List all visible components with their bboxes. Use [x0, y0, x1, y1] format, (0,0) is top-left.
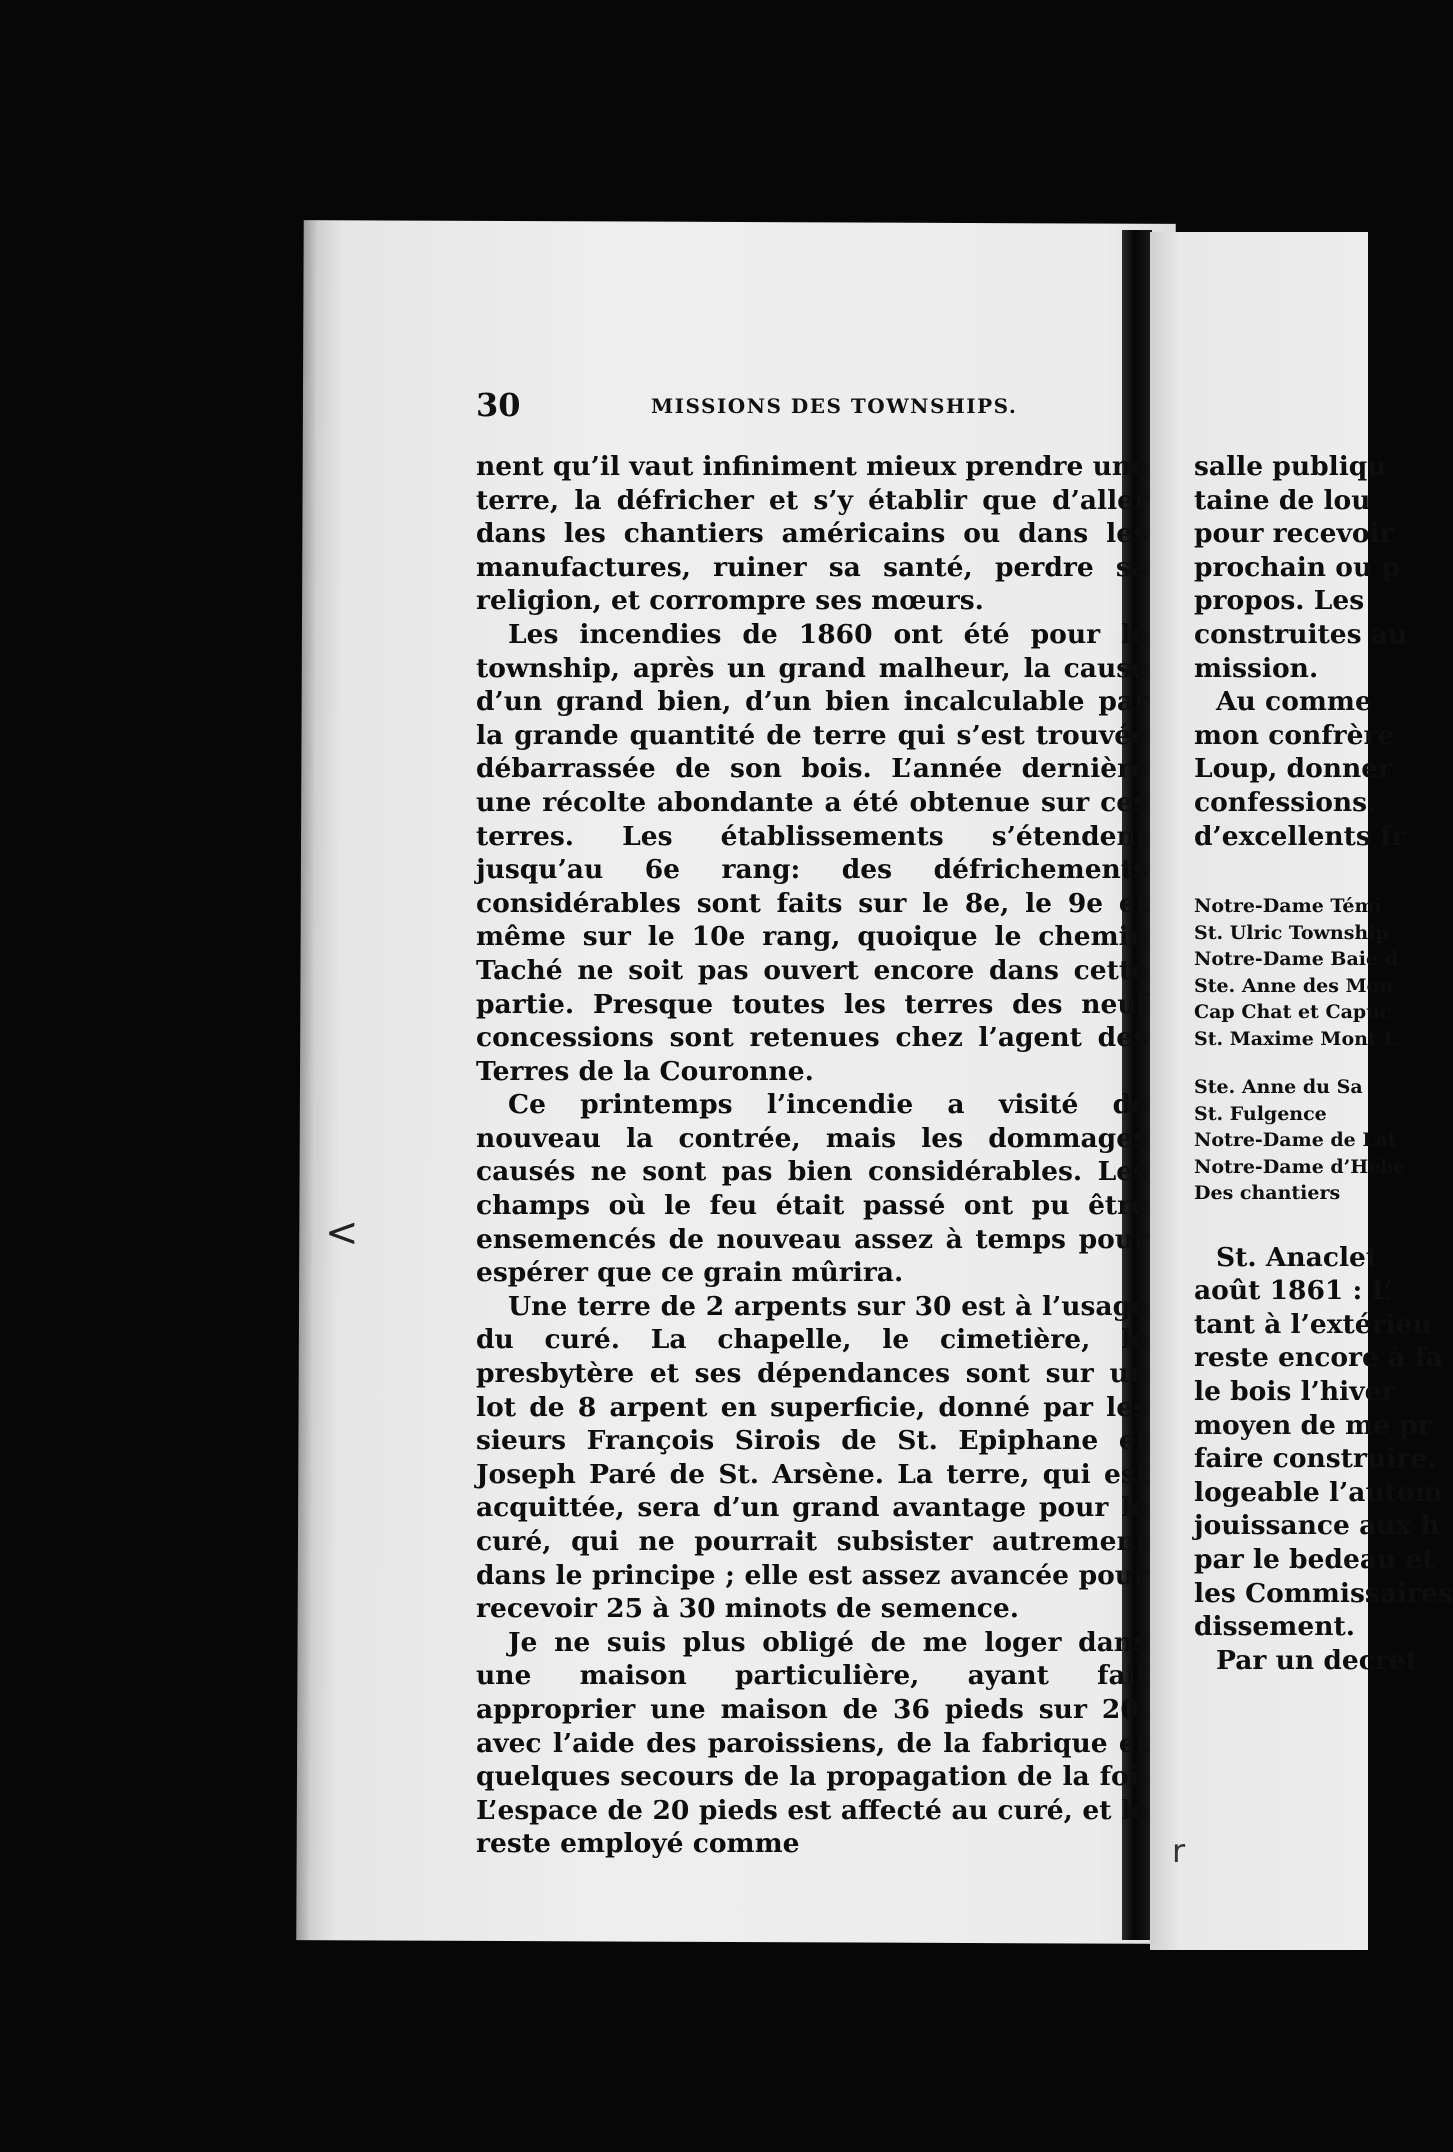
- running-title: MISSIONS DES TOWNSHIPS.: [651, 394, 1018, 418]
- spacer: [1194, 1052, 1414, 1074]
- right-line: confessions.: [1194, 786, 1377, 818]
- mission-list-item: Notre-Dame d’Hébe: [1194, 1155, 1406, 1178]
- paragraph: nent qu’il vaut infiniment mieux prendre une terre, la défricher et s’y établir que d’aller dans les chantiers américains ou dans les manufactures, ruiner sa santé, perdre sa religion, et corrompre ses mœurs.: [476, 451, 1148, 617]
- right-line: pour recevoir: [1194, 518, 1394, 550]
- margin-annotation: r: [1172, 1832, 1186, 1870]
- right-line: par le bedeau et: [1194, 1543, 1435, 1575]
- right-line: tant à l’extérieu: [1194, 1308, 1432, 1340]
- right-line: faire construire.: [1194, 1443, 1437, 1475]
- mission-list-item: St. Ulric Township: [1194, 921, 1389, 944]
- mission-list-item: St. Maxime Mont L: [1194, 1027, 1397, 1050]
- paragraph: Je ne suis plus obligé de me loger dans une maison particulière, ayant fait approprier une maison de 36 pieds sur 20, avec l’aide des paroissiens, de la fabrique et quelques secours de la propagation de la foi. L’espace de 20 pieds est affecté au curé, et le reste employé comme: [476, 1626, 1148, 1860]
- right-line: Par un decret: [1216, 1644, 1418, 1676]
- mission-list-item: Notre-Dame Baie d: [1194, 948, 1398, 971]
- right-line: prochain ou p: [1194, 551, 1400, 583]
- right-line: taine de lou: [1194, 484, 1371, 516]
- running-head: [476, 386, 1196, 426]
- page-number: 30: [476, 386, 521, 424]
- right-line: Loup, donner: [1194, 753, 1393, 785]
- right-line: propos. Les: [1194, 585, 1365, 617]
- spacer: [1194, 1207, 1414, 1241]
- spacer: [1194, 853, 1414, 893]
- right-line: mission.: [1194, 652, 1319, 684]
- right-line: Au comme: [1216, 686, 1372, 718]
- mission-list-item: Cap Chat et Capuc: [1194, 1001, 1392, 1024]
- right-line: jouissance aux h: [1194, 1510, 1440, 1542]
- main-text-column: [476, 450, 1148, 1861]
- right-line: logeable l’autom: [1194, 1476, 1443, 1508]
- right-line: mon confrère: [1194, 719, 1395, 751]
- mission-list-item: Ste. Anne des Mon: [1194, 974, 1394, 997]
- mission-list-item: Des chantiers: [1194, 1182, 1341, 1205]
- right-page-text: [1194, 450, 1453, 1677]
- mission-list-item: Notre-Dame Témi: [1194, 895, 1382, 918]
- right-line: août 1861 : L’: [1194, 1275, 1394, 1307]
- right-line: le bois l’hiver: [1194, 1376, 1396, 1407]
- right-line: dissement.: [1194, 1611, 1355, 1643]
- paragraph: Les incendies de 1860 ont été pour le township, après un grand malheur, la cause d’un grand bien, d’un bien incalculable par la grande quantité de terre qui s’est trouvée débarrassée de son bois. L’année dernière une récolte abondante a été obtenue sur ces terres. Les établissements s’étendent jusqu’au 6e rang: des défrichements considérables sont faits sur le 8e, le 9e et même sur le 10e rang, quoique le chemin Taché ne soit pas ouvert encore dans cette partie. Presque toutes les terres des neuf concessions sont retenues chez l’agent des Terres de la Couronne.: [476, 618, 1148, 1087]
- right-line: reste encore à fa: [1194, 1342, 1444, 1374]
- right-line: d’excellents fr: [1194, 820, 1406, 852]
- mission-list-item: Notre-Dame de Lat: [1194, 1129, 1397, 1152]
- right-line: les Commissaires: [1194, 1577, 1453, 1609]
- mission-list-item: Ste. Anne du Sa: [1194, 1076, 1363, 1099]
- paragraph: Une terre de 2 arpents sur 30 est à l’usage du curé. La chapelle, le cimetière, le presbytère et ses dépendances sont sur un lot de 8 arpent en superficie, donné par les sieurs François Sirois de St. Epiphane et Joseph Paré de St. Arsène. La terre, qui est acquittée, sera d’un grand avantage pour le curé, qui ne pourrait subsister autrement dans le principe ; elle est assez avancée pour recevoir 25 à 30 minots de semence.: [476, 1290, 1148, 1625]
- margin-annotation: <: [325, 1210, 359, 1256]
- paragraph: Ce printemps l’incendie a visité de nouveau la contrée, mais les dommages causés ne sont pas bien considérables. Les champs où le feu était passé ont pu être ensemencés de nouveau assez à temps pour espérer que ce grain mûrira.: [476, 1089, 1148, 1289]
- right-line: salle publiqu: [1194, 451, 1387, 482]
- right-line: moyen de me pr: [1194, 1409, 1432, 1441]
- mission-list-item: St. Fulgence: [1194, 1102, 1327, 1125]
- right-line: construites au: [1194, 618, 1408, 650]
- right-line: St. Anaclet: [1216, 1241, 1379, 1273]
